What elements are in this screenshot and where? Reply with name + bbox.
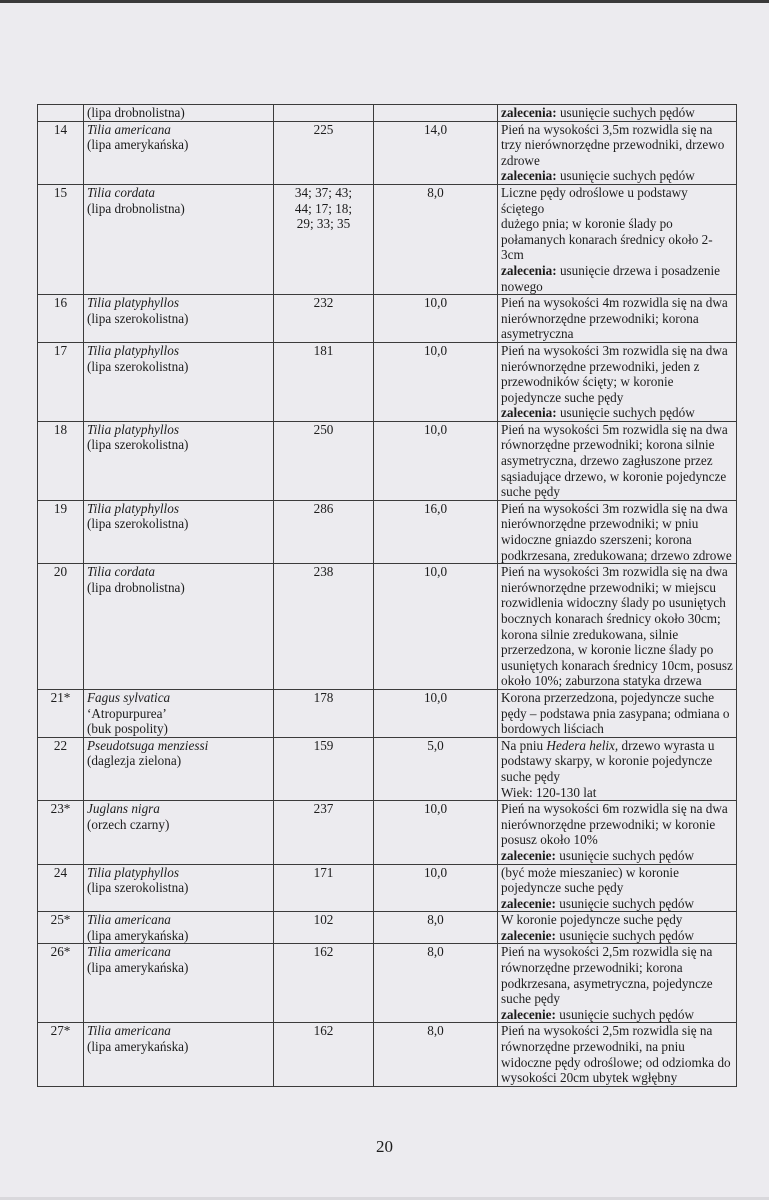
polish-name: (orzech czarny) bbox=[87, 816, 170, 832]
table-row bbox=[38, 737, 737, 800]
description-line: podkrzesana, asymetryczna, pojedyncze bbox=[501, 975, 713, 991]
tree-height: 10,0 bbox=[374, 864, 498, 912]
polish-name: (lipa amerykańska) bbox=[87, 137, 189, 153]
description-line: przewodników ścięty; w koronie bbox=[501, 374, 674, 390]
tree-number: 23* bbox=[38, 801, 84, 864]
description-line: zalecenia: usunięcie suchych pędów bbox=[501, 405, 695, 421]
latin-name: Tilia platyphyllos bbox=[87, 421, 179, 437]
polish-name: (lipa drobnolistna) bbox=[87, 579, 185, 595]
description-line: około 10%; zaburzona statyka drzewa bbox=[501, 673, 702, 689]
latin-name: Pseudotsuga menziessi bbox=[87, 737, 209, 753]
description-line: nierównorzędne przewodniki; korona bbox=[501, 310, 699, 326]
species-cell bbox=[84, 105, 274, 122]
trunk-circumference: 225 bbox=[274, 121, 374, 184]
description-line: połamanych konarach średnicy około 2-3cm bbox=[501, 231, 713, 263]
condition-description bbox=[498, 184, 737, 294]
description-line: równorzędne przewodniki, na pniu bbox=[501, 1039, 685, 1055]
trunk-circumference: 102 bbox=[274, 912, 374, 944]
page-number: 20 bbox=[376, 1137, 393, 1156]
description-line: sąsiadujące drzewo, w koronie pojedyncze bbox=[501, 468, 727, 484]
polish-name: (buk pospolity) bbox=[87, 721, 168, 737]
recommendation-label: zalecenie: bbox=[501, 895, 556, 911]
description-line: Pień na wysokości 4m rozwidla się na dwa bbox=[501, 295, 728, 311]
species-cell bbox=[84, 864, 274, 912]
table-row bbox=[38, 801, 737, 864]
description-line: nowego bbox=[501, 278, 543, 294]
polish-name: (lipa szerokolistna) bbox=[87, 516, 189, 532]
polish-name: (lipa amerykańska) bbox=[87, 927, 189, 943]
table-row bbox=[38, 944, 737, 1023]
trunk-circumference: 237 bbox=[274, 801, 374, 864]
condition-description bbox=[498, 864, 737, 912]
tree-height: 14,0 bbox=[374, 121, 498, 184]
description-line: zdrowe bbox=[501, 152, 540, 168]
polish-name: (lipa szerokolistna) bbox=[87, 437, 189, 453]
condition-description bbox=[498, 1023, 737, 1086]
description-line: bocznych konarach średnicy około 30cm; bbox=[501, 611, 721, 626]
description-line: korona silnie zredukowana, silnie bbox=[501, 626, 679, 642]
description-line: nierównorzędne przewodniki, jeden z bbox=[501, 358, 700, 374]
polish-name: (lipa szerokolistna) bbox=[87, 880, 189, 896]
table-row bbox=[38, 500, 737, 563]
recommendation-label: zalecenie: bbox=[501, 927, 556, 943]
tree-height: 5,0 bbox=[374, 737, 498, 800]
recommendation-label: zalecenie: bbox=[501, 1006, 556, 1022]
description-line: dużego pnia; w koronie ślady po bbox=[501, 216, 673, 232]
condition-description bbox=[498, 105, 737, 122]
description-line: zalecenie: usunięcie suchych pędów bbox=[501, 847, 694, 863]
trunk-circumference: 238 bbox=[274, 564, 374, 690]
condition-description bbox=[498, 689, 737, 737]
species-cell bbox=[84, 500, 274, 563]
tree-number: 15 bbox=[38, 184, 84, 294]
condition-description bbox=[498, 342, 737, 421]
tree-height bbox=[374, 105, 498, 122]
polish-name: (lipa drobnolistna) bbox=[87, 200, 185, 216]
tree-number: 22 bbox=[38, 737, 84, 800]
latin-name: Tilia cordata bbox=[87, 564, 156, 580]
trunk-circumference: 34; 37; 43; 44; 17; 18; 29; 33; 35 bbox=[274, 184, 374, 294]
latin-name: Tilia platyphyllos bbox=[87, 295, 179, 311]
recommendation-label: zalecenia: bbox=[501, 105, 557, 120]
tree-number: 18 bbox=[38, 421, 84, 500]
table-row bbox=[38, 105, 737, 122]
description-line: nierównorzędne przewodniki; w pniu bbox=[501, 516, 699, 532]
description-line: usuniętych konarach średnicy 10cm, posusz bbox=[501, 657, 733, 673]
polish-name: ‘Atropurpurea’ bbox=[87, 705, 167, 721]
table-row bbox=[38, 421, 737, 500]
trunk-circumference: 171 bbox=[274, 864, 374, 912]
species-cell bbox=[84, 421, 274, 500]
tree-height: 8,0 bbox=[374, 184, 498, 294]
tree-height: 10,0 bbox=[374, 564, 498, 690]
recommendation-label: zalecenia: bbox=[501, 405, 557, 421]
description-line: Pień na wysokości 3m rozwidla się na dwa bbox=[501, 342, 728, 358]
description-line: Korona przerzedzona, pojedyncze suche bbox=[501, 689, 715, 705]
polish-name: (lipa drobnolistna) bbox=[87, 105, 185, 120]
species-cell bbox=[84, 912, 274, 944]
latin-name: Fagus sylvatica bbox=[87, 689, 171, 705]
species-cell bbox=[84, 295, 274, 343]
tree-number: 24 bbox=[38, 864, 84, 912]
tree-number: 27* bbox=[38, 1023, 84, 1086]
tree-number: 16 bbox=[38, 295, 84, 343]
condition-description bbox=[498, 500, 737, 563]
tree-height: 10,0 bbox=[374, 295, 498, 343]
description-line: suche pędy bbox=[501, 991, 560, 1007]
description-line: Pień na wysokości 5m rozwidla się na dwa bbox=[501, 421, 728, 437]
species-cell bbox=[84, 801, 274, 864]
tree-number bbox=[38, 105, 84, 122]
polish-name: (lipa szerokolistna) bbox=[87, 358, 189, 374]
description-line: asymetryczna bbox=[501, 326, 574, 342]
species-cell bbox=[84, 121, 274, 184]
table-body bbox=[38, 105, 737, 1087]
condition-description bbox=[498, 421, 737, 500]
latin-name: Tilia platyphyllos bbox=[87, 342, 179, 358]
condition-description bbox=[498, 801, 737, 864]
description-line: podstawy skarpy, w koronie pojedyncze bbox=[501, 753, 713, 769]
description-line: widoczne pędy odroślowe; od odziomka do bbox=[501, 1054, 731, 1070]
description-line: zalecenia: usunięcie drzewa i posadzenie bbox=[501, 262, 720, 278]
description-line: zalecenie: usunięcie suchych pędów bbox=[501, 895, 694, 911]
tree-height: 10,0 bbox=[374, 689, 498, 737]
trunk-circumference: 162 bbox=[274, 1023, 374, 1086]
description-line: Pień na wysokości 2,5m rozwidla się na bbox=[501, 1023, 713, 1039]
latin-name: Juglans nigra bbox=[87, 801, 160, 817]
description-line: pędy – podstawa pnia zasypana; odmiana o bbox=[501, 705, 730, 721]
table-row bbox=[38, 864, 737, 912]
latin-name: Tilia platyphyllos bbox=[87, 500, 179, 516]
condition-description bbox=[498, 121, 737, 184]
description-line: Na pniu Hedera helix, drzewo wyrasta u bbox=[501, 737, 715, 753]
latin-name: Tilia platyphyllos bbox=[87, 864, 179, 880]
table-row bbox=[38, 342, 737, 421]
condition-description bbox=[498, 564, 737, 690]
table-row bbox=[38, 1023, 737, 1086]
trunk-circumference: 286 bbox=[274, 500, 374, 563]
trunk-circumference: 250 bbox=[274, 421, 374, 500]
latin-name: Tilia americana bbox=[87, 1023, 171, 1039]
description-line: Pień na wysokości 3,5m rozwidla się na bbox=[501, 121, 713, 137]
trunk-circumference: 159 bbox=[274, 737, 374, 800]
species-cell bbox=[84, 944, 274, 1023]
tree-height: 8,0 bbox=[374, 944, 498, 1023]
tree-number: 14 bbox=[38, 121, 84, 184]
table-row bbox=[38, 912, 737, 944]
description-line: asymetryczna, drzewo zagłuszone przez bbox=[501, 453, 713, 469]
description-line: (być może mieszaniec) w koronie bbox=[501, 864, 679, 880]
tree-number: 17 bbox=[38, 342, 84, 421]
species-cell bbox=[84, 737, 274, 800]
description-line: Pień na wysokości 3m rozwidla się na dwa bbox=[501, 500, 728, 516]
trunk-circumference: 181 bbox=[274, 342, 374, 421]
description-line: rozwidlenia widoczny ślady po usuniętych bbox=[501, 595, 726, 611]
tree-number: 21* bbox=[38, 689, 84, 737]
description-line: wysokości 20cm ubytek wgłębny bbox=[501, 1070, 678, 1086]
condition-description bbox=[498, 737, 737, 800]
table-row bbox=[38, 121, 737, 184]
tree-height: 10,0 bbox=[374, 421, 498, 500]
description-line: widoczne gniazdo szerszeni; korona bbox=[501, 532, 692, 548]
species-cell bbox=[84, 184, 274, 294]
description-line: zalecenia: usunięcie suchych pędów bbox=[501, 105, 695, 120]
description-line: nierównorzędne przewodniki; w koronie bbox=[501, 816, 716, 832]
description-line: trzy nierównorzędne przewodniki, drzewo bbox=[501, 137, 725, 153]
recommendation-label: zalecenia: bbox=[501, 262, 557, 278]
table-row bbox=[38, 184, 737, 294]
polish-name: (daglezja zielona) bbox=[87, 753, 182, 769]
description-line: zalecenie: usunięcie suchych pędów bbox=[501, 927, 694, 943]
tree-number: 20 bbox=[38, 564, 84, 690]
description-line: przerzedzona, w koronie liczne ślady po bbox=[501, 642, 714, 658]
recommendation-label: zalecenie: bbox=[501, 847, 556, 863]
description-line: nierównorzędne przewodniki; w miejscu bbox=[501, 579, 716, 595]
description-line: zalecenie: usunięcie suchych pędów bbox=[501, 1006, 694, 1022]
tree-height: 10,0 bbox=[374, 342, 498, 421]
trunk-circumference: 232 bbox=[274, 295, 374, 343]
description-line: pojedyncze suche pędy bbox=[501, 880, 624, 896]
tree-number: 19 bbox=[38, 500, 84, 563]
latin-name: Tilia americana bbox=[87, 912, 171, 928]
description-line: Wiek: 120-130 lat bbox=[501, 784, 597, 800]
polish-name: (lipa amerykańska) bbox=[87, 1039, 189, 1055]
condition-description bbox=[498, 295, 737, 343]
description-line: równorzędne przewodniki; korona silnie bbox=[501, 437, 715, 453]
description-line: Pień na wysokości 2,5m rozwidla się na bbox=[501, 944, 713, 960]
tree-height: 16,0 bbox=[374, 500, 498, 563]
description-line: suche pędy bbox=[501, 768, 560, 784]
latin-name: Tilia americana bbox=[87, 121, 171, 137]
tree-height: 8,0 bbox=[374, 1023, 498, 1086]
table-row bbox=[38, 295, 737, 343]
polish-name: (lipa szerokolistna) bbox=[87, 310, 189, 326]
tree-inventory-table bbox=[37, 104, 737, 1087]
table-row bbox=[38, 564, 737, 690]
description-line: suche pędy bbox=[501, 484, 560, 500]
trunk-circumference: 162 bbox=[274, 944, 374, 1023]
polish-name: (lipa amerykańska) bbox=[87, 960, 189, 976]
description-line: równorzędne przewodniki; korona bbox=[501, 960, 683, 976]
description-line: Pień na wysokości 6m rozwidla się na dwa bbox=[501, 801, 728, 817]
description-line: podkrzesana, zredukowana; drzewo zdrowe bbox=[501, 547, 732, 563]
description-line: W koronie pojedyncze suche pędy bbox=[501, 912, 683, 928]
condition-description bbox=[498, 912, 737, 944]
tree-height: 8,0 bbox=[374, 912, 498, 944]
description-line: pojedyncze suche pędy bbox=[501, 389, 624, 405]
description-line: Pień na wysokości 3m rozwidla się na dwa bbox=[501, 564, 728, 580]
page-top-edge bbox=[0, 0, 769, 3]
description-line: Liczne pędy odroślowe u podstawy ściętego bbox=[501, 184, 688, 216]
tree-height: 10,0 bbox=[374, 801, 498, 864]
latin-name: Tilia cordata bbox=[87, 184, 156, 200]
species-cell bbox=[84, 564, 274, 690]
trunk-circumference bbox=[274, 105, 374, 122]
table-row bbox=[38, 689, 737, 737]
species-cell bbox=[84, 689, 274, 737]
description-line: zalecenia: usunięcie suchych pędów bbox=[501, 168, 695, 184]
description-line: posusz około 10% bbox=[501, 832, 598, 848]
latin-name: Tilia americana bbox=[87, 944, 171, 960]
tree-number: 25* bbox=[38, 912, 84, 944]
condition-description bbox=[498, 944, 737, 1023]
tree-number: 26* bbox=[38, 944, 84, 1023]
trunk-circumference: 178 bbox=[274, 689, 374, 737]
species-cell bbox=[84, 342, 274, 421]
species-cell bbox=[84, 1023, 274, 1086]
description-line: bordowych liściach bbox=[501, 721, 604, 737]
recommendation-label: zalecenia: bbox=[501, 168, 557, 184]
